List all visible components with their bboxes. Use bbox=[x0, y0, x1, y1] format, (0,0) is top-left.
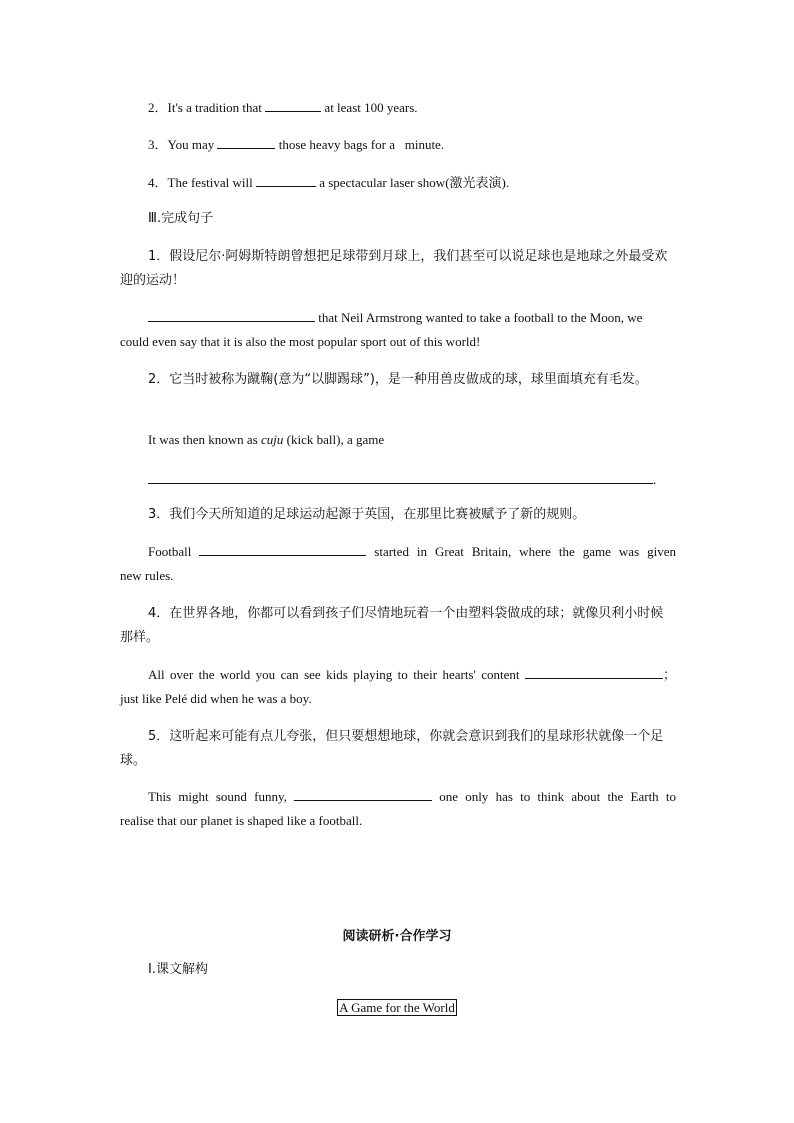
sentence-text: All over the world you can see kids playing to their hearts' content bbox=[148, 667, 525, 682]
sentence-1-chinese: 1．假设尼尔·阿姆斯特朗曾想把足球带到月球上，我们甚至可以说足球也是地球之外最受欢迎的运动！ bbox=[120, 249, 668, 288]
answer-blank[interactable] bbox=[525, 665, 663, 679]
italic-term: cuju bbox=[261, 432, 284, 447]
sentence-5-english-cont: realise that our planet is shaped like a football. bbox=[120, 813, 363, 828]
answer-blank[interactable] bbox=[256, 173, 316, 187]
boxed-title: A Game for the World bbox=[339, 1000, 455, 1015]
sentence-text: ； bbox=[662, 667, 676, 682]
sentence-text: (kick ball), a game bbox=[283, 432, 385, 447]
item-text: It's a tradition that bbox=[167, 100, 266, 115]
answer-blank[interactable] bbox=[294, 787, 432, 801]
sentence-3-english bbox=[148, 540, 676, 564]
sentence-4-english bbox=[148, 663, 676, 687]
item-number: 4． bbox=[148, 175, 168, 190]
item-text: You may bbox=[167, 137, 218, 152]
item-number: 3． bbox=[148, 137, 168, 152]
answer-blank[interactable] bbox=[265, 98, 321, 112]
item-text: those heavy bags for a minute. bbox=[275, 137, 445, 152]
sentence-2-chinese: 2．它当时被称为蹴鞠(意为“以脚踢球”)，是一种用兽皮做成的球，球里面填充有毛发。 bbox=[148, 372, 648, 387]
sentence-2-english bbox=[148, 428, 676, 452]
sentence-text: It was then known as bbox=[148, 432, 262, 447]
text-structure-title-box bbox=[0, 1000, 794, 1016]
fill-in-item-4 bbox=[148, 171, 676, 195]
sentence-2-answer-line bbox=[148, 468, 676, 492]
sentence-5-english bbox=[148, 785, 676, 809]
sentence-1-english bbox=[148, 306, 676, 330]
sentence-4-chinese: 4．在世界各地，你都可以看到孩子们尽情地玩着一个由塑料袋做成的球；就像贝利小时候那样。 bbox=[120, 606, 664, 645]
answer-blank[interactable] bbox=[148, 308, 315, 322]
item-text: The festival will bbox=[167, 175, 256, 190]
reading-sub-heading: Ⅰ.课文解构 bbox=[148, 962, 208, 977]
fill-in-item-2 bbox=[148, 96, 676, 120]
item-text: a spectacular laser show(激光表演). bbox=[315, 175, 510, 190]
item-text: at least 100 years. bbox=[321, 100, 418, 115]
answer-blank[interactable] bbox=[148, 470, 653, 484]
sentence-text: started in Great Britain, where the game was given bbox=[366, 544, 676, 559]
fill-in-item-3 bbox=[148, 133, 676, 157]
item-number: 2． bbox=[148, 100, 168, 115]
answer-blank[interactable] bbox=[199, 542, 366, 556]
sentence-5-chinese: 5．这听起来可能有点儿夸张，但只要想想地球，你就会意识到我们的星球形状就像一个足球。 bbox=[120, 729, 664, 768]
answer-blank[interactable] bbox=[217, 135, 275, 149]
sentence-text: This might sound funny, bbox=[148, 789, 295, 804]
period: . bbox=[653, 472, 657, 487]
sentence-text: Football bbox=[148, 544, 200, 559]
sentence-text: that Neil Armstrong wanted to take a football to the Moon, we bbox=[315, 310, 643, 325]
sentence-text: one only has to think about the Earth to bbox=[432, 789, 677, 804]
reading-section-title: 阅读研析·合作学习 bbox=[342, 929, 452, 944]
sentence-3-english-cont: new rules. bbox=[120, 568, 174, 583]
section-heading: Ⅲ.完成句子 bbox=[148, 211, 214, 226]
sentence-4-english-cont: just like Pelé did when he was a boy. bbox=[120, 691, 312, 706]
sentence-3-chinese: 3．我们今天所知道的足球运动起源于英国，在那里比赛被赋予了新的规则。 bbox=[148, 507, 586, 522]
sentence-1-english-cont: could even say that it is also the most popular sport out of this world! bbox=[120, 334, 481, 349]
